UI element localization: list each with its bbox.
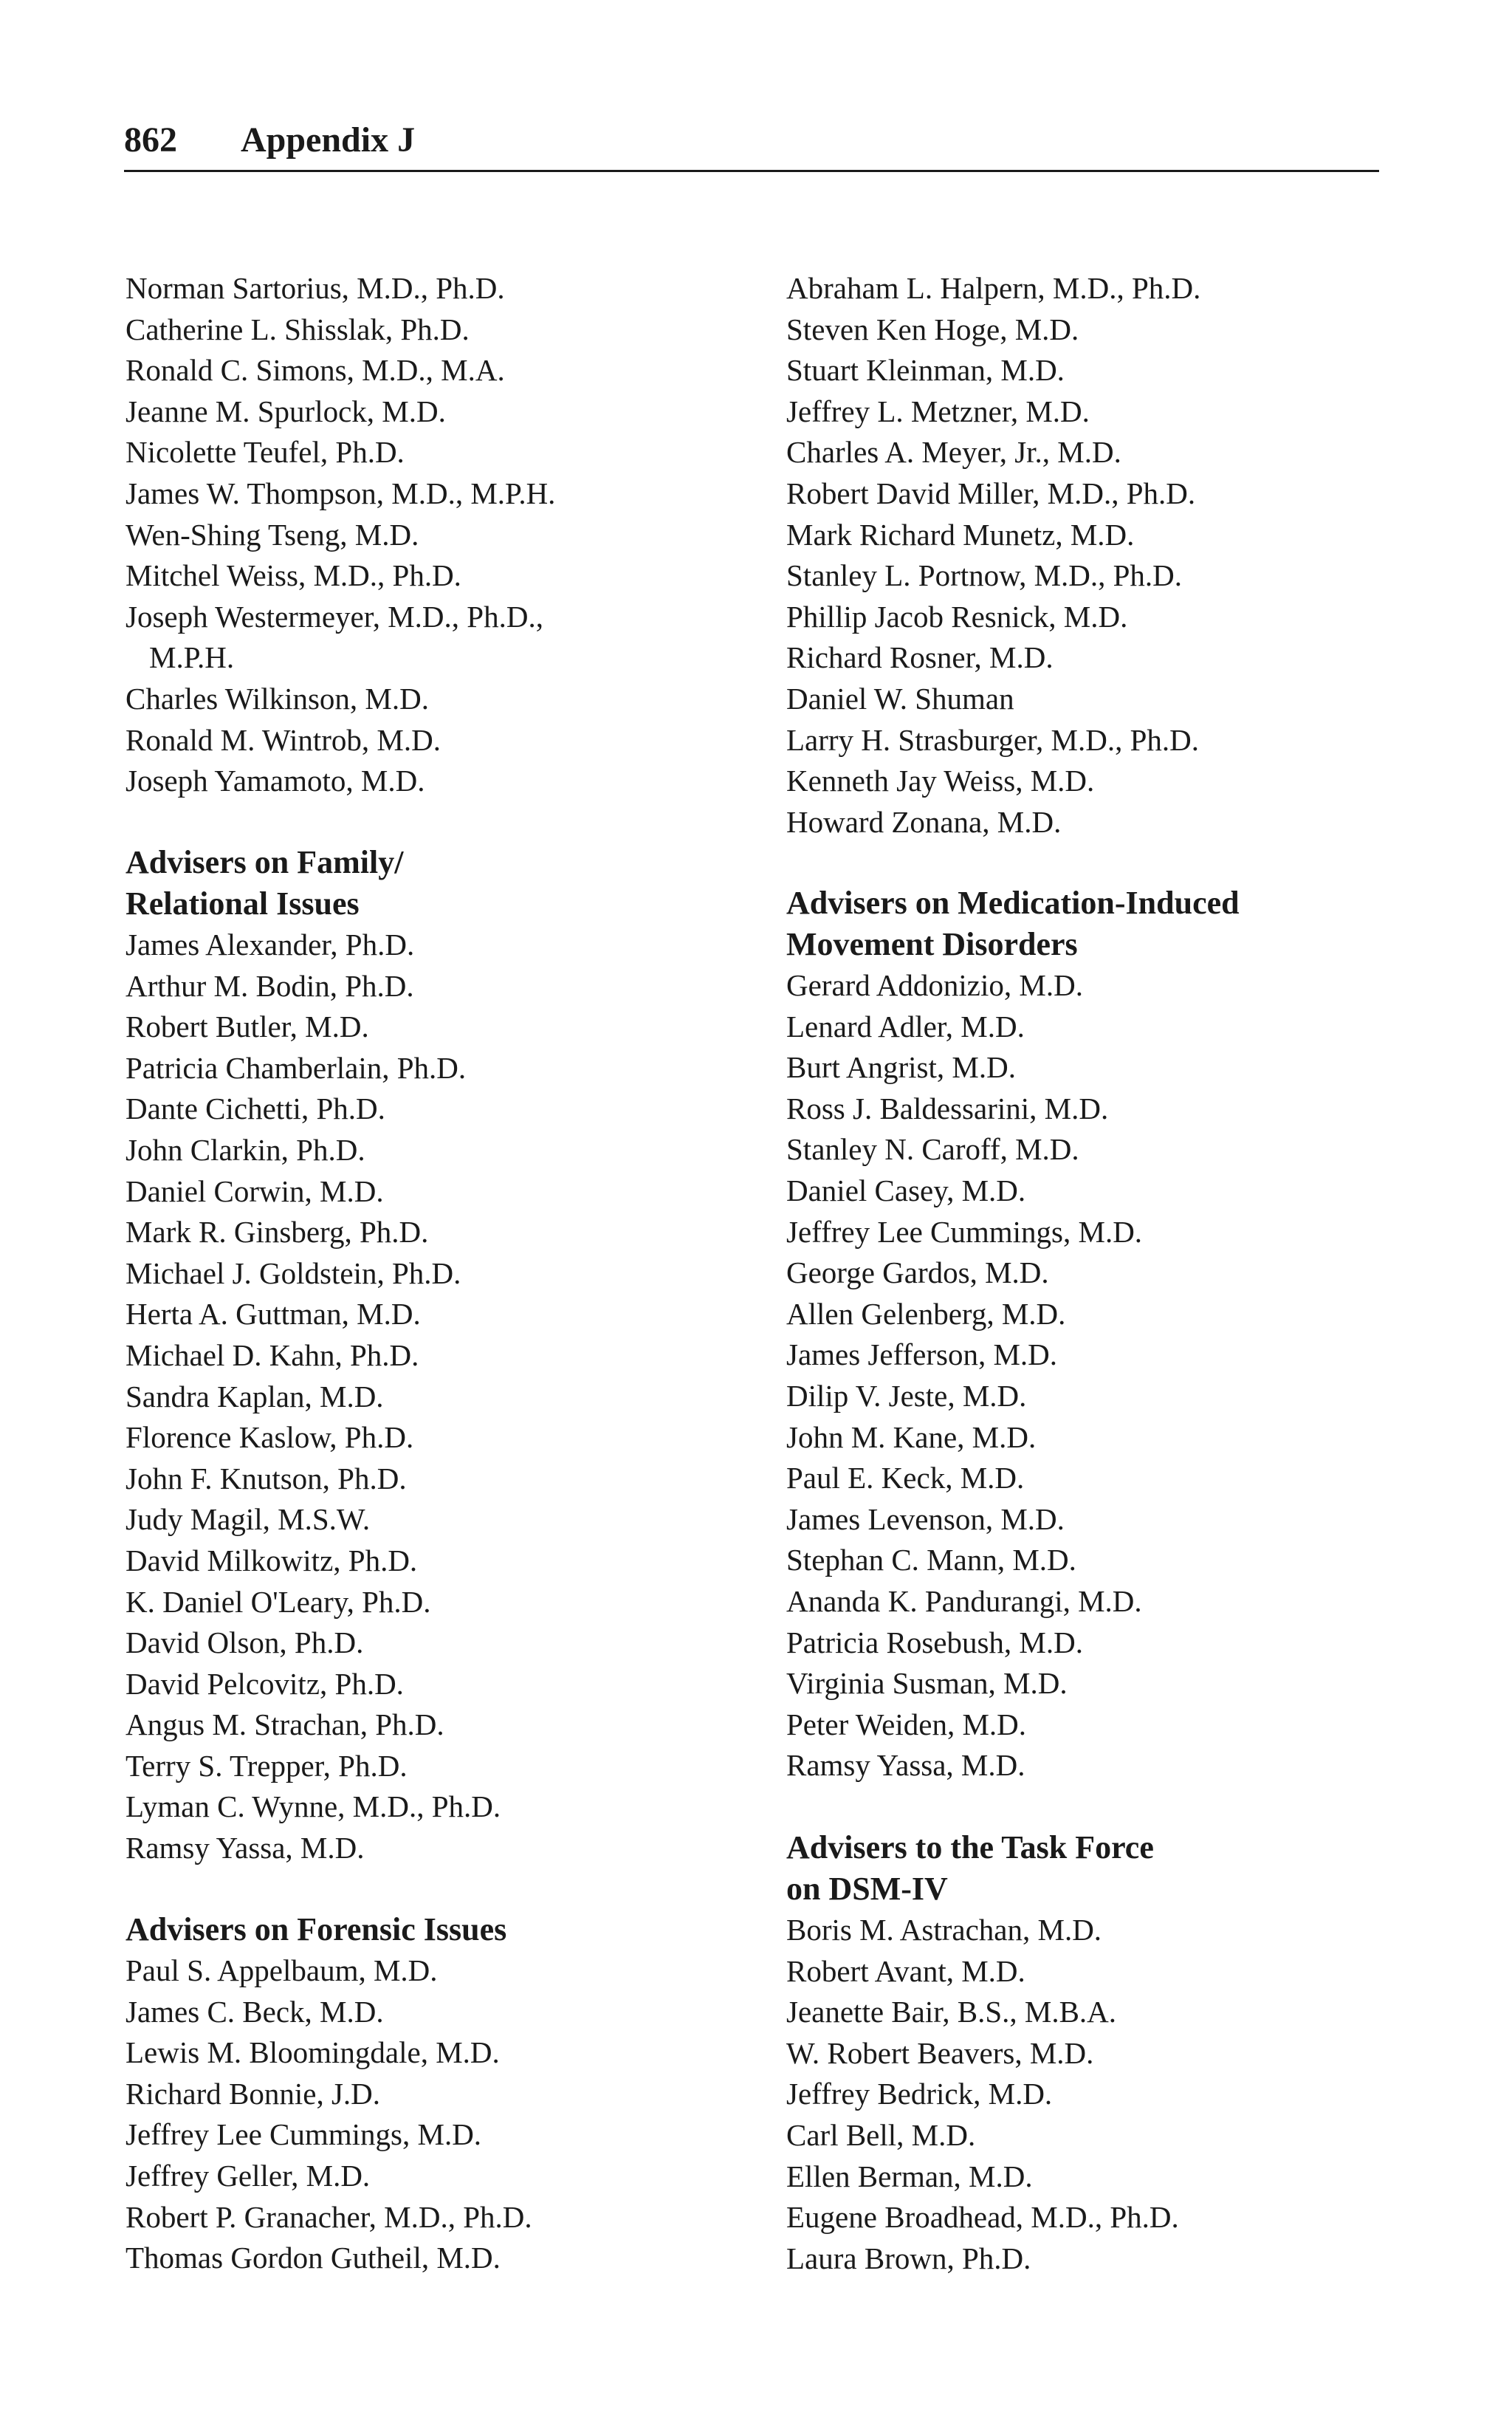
list-item: Howard Zonana, M.D. (786, 804, 1062, 839)
list-item: John Clarkin, Ph.D. (126, 1132, 365, 1167)
list-item: Stephan C. Mann, M.D. (786, 1543, 1076, 1577)
page-number: 862 (124, 120, 177, 160)
list-item: John F. Knutson, Ph.D. (126, 1461, 407, 1495)
list-item: Nicolette Teufel, Ph.D. (126, 435, 405, 470)
list-item: Patricia Rosebush, M.D. (786, 1625, 1083, 1659)
list-item: Stuart Kleinman, M.D. (786, 353, 1065, 388)
list-item: Paul S. Appelbaum, M.D. (126, 1953, 438, 1987)
list-item: Gerard Addonizio, M.D. (786, 968, 1083, 1002)
list-item: Judy Magil, M.S.W. (126, 1502, 371, 1537)
running-head: Appendix J (241, 120, 416, 160)
list-item: Ramsy Yassa, M.D. (786, 1748, 1025, 1783)
family-relational-section (126, 842, 760, 1869)
list-item: Lewis M. Bloomingdale, M.D. (126, 2035, 500, 2070)
list-item: Michael D. Kahn, Ph.D. (126, 1337, 419, 1372)
list-item: Joseph Yamamoto, M.D. (126, 764, 425, 798)
list-item: Herta A. Guttman, M.D. (126, 1297, 421, 1332)
list-item: Dante Cichetti, Ph.D. (126, 1092, 385, 1126)
list-item: Jeffrey L. Metzner, M.D. (786, 394, 1090, 428)
list-item: Sandra Kaplan, M.D. (126, 1379, 384, 1413)
forensic-section (126, 1909, 760, 2279)
list-item-continuation: M.P.H. (149, 640, 235, 675)
list-item: Michael J. Goldstein, Ph.D. (126, 1255, 461, 1290)
list-item: W. Robert Beavers, M.D. (786, 2035, 1094, 2070)
right-column-continued-list (786, 268, 1421, 843)
task-force-section (786, 1827, 1421, 2279)
list-item: Jeffrey Geller, M.D. (126, 2158, 371, 2193)
list-item: Florence Kaslow, Ph.D. (126, 1420, 414, 1455)
list-item: K. Daniel O'Leary, Ph.D. (126, 1584, 431, 1619)
list-item: Mark R. Ginsberg, Ph.D. (126, 1215, 429, 1250)
list-item: Boris M. Astrachan, M.D. (786, 1913, 1102, 1947)
list-item: James Levenson, M.D. (786, 1501, 1065, 1536)
list-item: David Milkowitz, Ph.D. (126, 1543, 418, 1577)
section-heading: on DSM-IV (786, 1871, 948, 1907)
list-item: Lenard Adler, M.D. (786, 1009, 1025, 1044)
list-item: Daniel Corwin, M.D. (126, 1173, 384, 1208)
list-item: Robert David Miller, M.D., Ph.D. (786, 476, 1196, 510)
list-item: David Pelcovitz, Ph.D. (126, 1666, 404, 1701)
list-item: Peter Weiden, M.D. (786, 1707, 1027, 1741)
section-heading: Movement Disorders (786, 926, 1078, 962)
section-heading: Advisers on Family/ (126, 844, 404, 880)
list-item: Virginia Susman, M.D. (786, 1666, 1068, 1701)
list-item: Ronald C. Simons, M.D., M.A. (126, 353, 505, 388)
list-item: Paul E. Keck, M.D. (786, 1461, 1025, 1495)
list-item: Phillip Jacob Resnick, M.D. (786, 599, 1128, 634)
list-item: Kenneth Jay Weiss, M.D. (786, 764, 1095, 798)
list-item: James Jefferson, M.D. (786, 1337, 1058, 1372)
list-item: Richard Rosner, M.D. (786, 640, 1054, 675)
list-item: Carl Bell, M.D. (786, 2117, 976, 2152)
list-item: James C. Beck, M.D. (126, 1994, 384, 2029)
list-item: Daniel W. Shuman (786, 681, 1014, 716)
list-item: Ramsy Yassa, M.D. (126, 1831, 365, 1865)
list-item: Arthur M. Bodin, Ph.D. (126, 968, 414, 1003)
list-item: Thomas Gordon Gutheil, M.D. (126, 2241, 501, 2275)
medication-section (786, 883, 1421, 1786)
page-header (124, 111, 1379, 172)
list-item: Steven Ken Hoge, M.D. (786, 312, 1079, 346)
section-heading: Advisers on Medication-Induced (786, 885, 1240, 921)
section-heading: Relational Issues (126, 885, 360, 922)
list-item: Allen Gelenberg, M.D. (786, 1296, 1066, 1331)
list-item: Robert Butler, M.D. (126, 1010, 369, 1044)
list-item: Jeffrey Lee Cummings, M.D. (126, 2117, 482, 2152)
list-item: Richard Bonnie, J.D. (126, 2076, 381, 2111)
list-item: Laura Brown, Ph.D. (786, 2241, 1031, 2275)
list-item: Angus M. Strachan, Ph.D. (126, 1707, 444, 1742)
list-item: Stanley L. Portnow, M.D., Ph.D. (786, 558, 1183, 593)
list-item: Eugene Broadhead, M.D., Ph.D. (786, 2200, 1179, 2235)
list-item: Charles Wilkinson, M.D. (126, 681, 430, 716)
list-item: Robert P. Granacher, M.D., Ph.D. (126, 2199, 532, 2234)
list-item: Mark Richard Munetz, M.D. (786, 517, 1135, 552)
list-item: Robert Avant, M.D. (786, 1953, 1025, 1988)
section-heading: Advisers to the Task Force (786, 1829, 1154, 1865)
list-item: Ellen Berman, M.D. (786, 2159, 1033, 2193)
list-item: George Gardos, M.D. (786, 1255, 1049, 1290)
list-item: James W. Thompson, M.D., M.P.H. (126, 476, 556, 510)
list-item: Abraham L. Halpern, M.D., Ph.D. (786, 271, 1201, 305)
list-item: Charles A. Meyer, Jr., M.D. (786, 435, 1121, 470)
list-item: John M. Kane, M.D. (786, 1419, 1037, 1454)
list-item: Jeanette Bair, B.S., M.B.A. (786, 1995, 1117, 2029)
list-item: Stanley N. Caroff, M.D. (786, 1132, 1079, 1167)
list-item: Ananda K. Pandurangi, M.D. (786, 1583, 1142, 1618)
section-heading: Advisers on Forensic Issues (126, 1911, 507, 1947)
list-item: Jeffrey Bedrick, M.D. (786, 2077, 1053, 2111)
list-item: Joseph Westermeyer, M.D., Ph.D., (126, 599, 543, 634)
list-item: Daniel Casey, M.D. (786, 1173, 1026, 1207)
list-item: Catherine L. Shisslak, Ph.D. (126, 312, 470, 346)
list-item: Ronald M. Wintrob, M.D. (126, 722, 441, 757)
list-item: Patricia Chamberlain, Ph.D. (126, 1050, 467, 1085)
list-item: Mitchel Weiss, M.D., Ph.D. (126, 558, 461, 593)
list-item: Norman Sartorius, M.D., Ph.D. (126, 271, 505, 305)
list-item: Lyman C. Wynne, M.D., Ph.D. (126, 1789, 501, 1824)
list-item: Dilip V. Jeste, M.D. (786, 1378, 1027, 1413)
list-item: Ross J. Baldessarini, M.D. (786, 1091, 1109, 1125)
list-item: Burt Angrist, M.D. (786, 1050, 1016, 1085)
list-item: James Alexander, Ph.D. (126, 928, 415, 962)
list-item: Terry S. Trepper, Ph.D. (126, 1748, 408, 1783)
list-item: David Olson, Ph.D. (126, 1625, 364, 1660)
left-column-continued-list (126, 268, 760, 802)
list-item: Larry H. Strasburger, M.D., Ph.D. (786, 722, 1200, 757)
list-item: Wen-Shing Tseng, M.D. (126, 517, 419, 552)
list-item: Jeanne M. Spurlock, M.D. (126, 394, 446, 428)
list-item: Jeffrey Lee Cummings, M.D. (786, 1214, 1143, 1249)
